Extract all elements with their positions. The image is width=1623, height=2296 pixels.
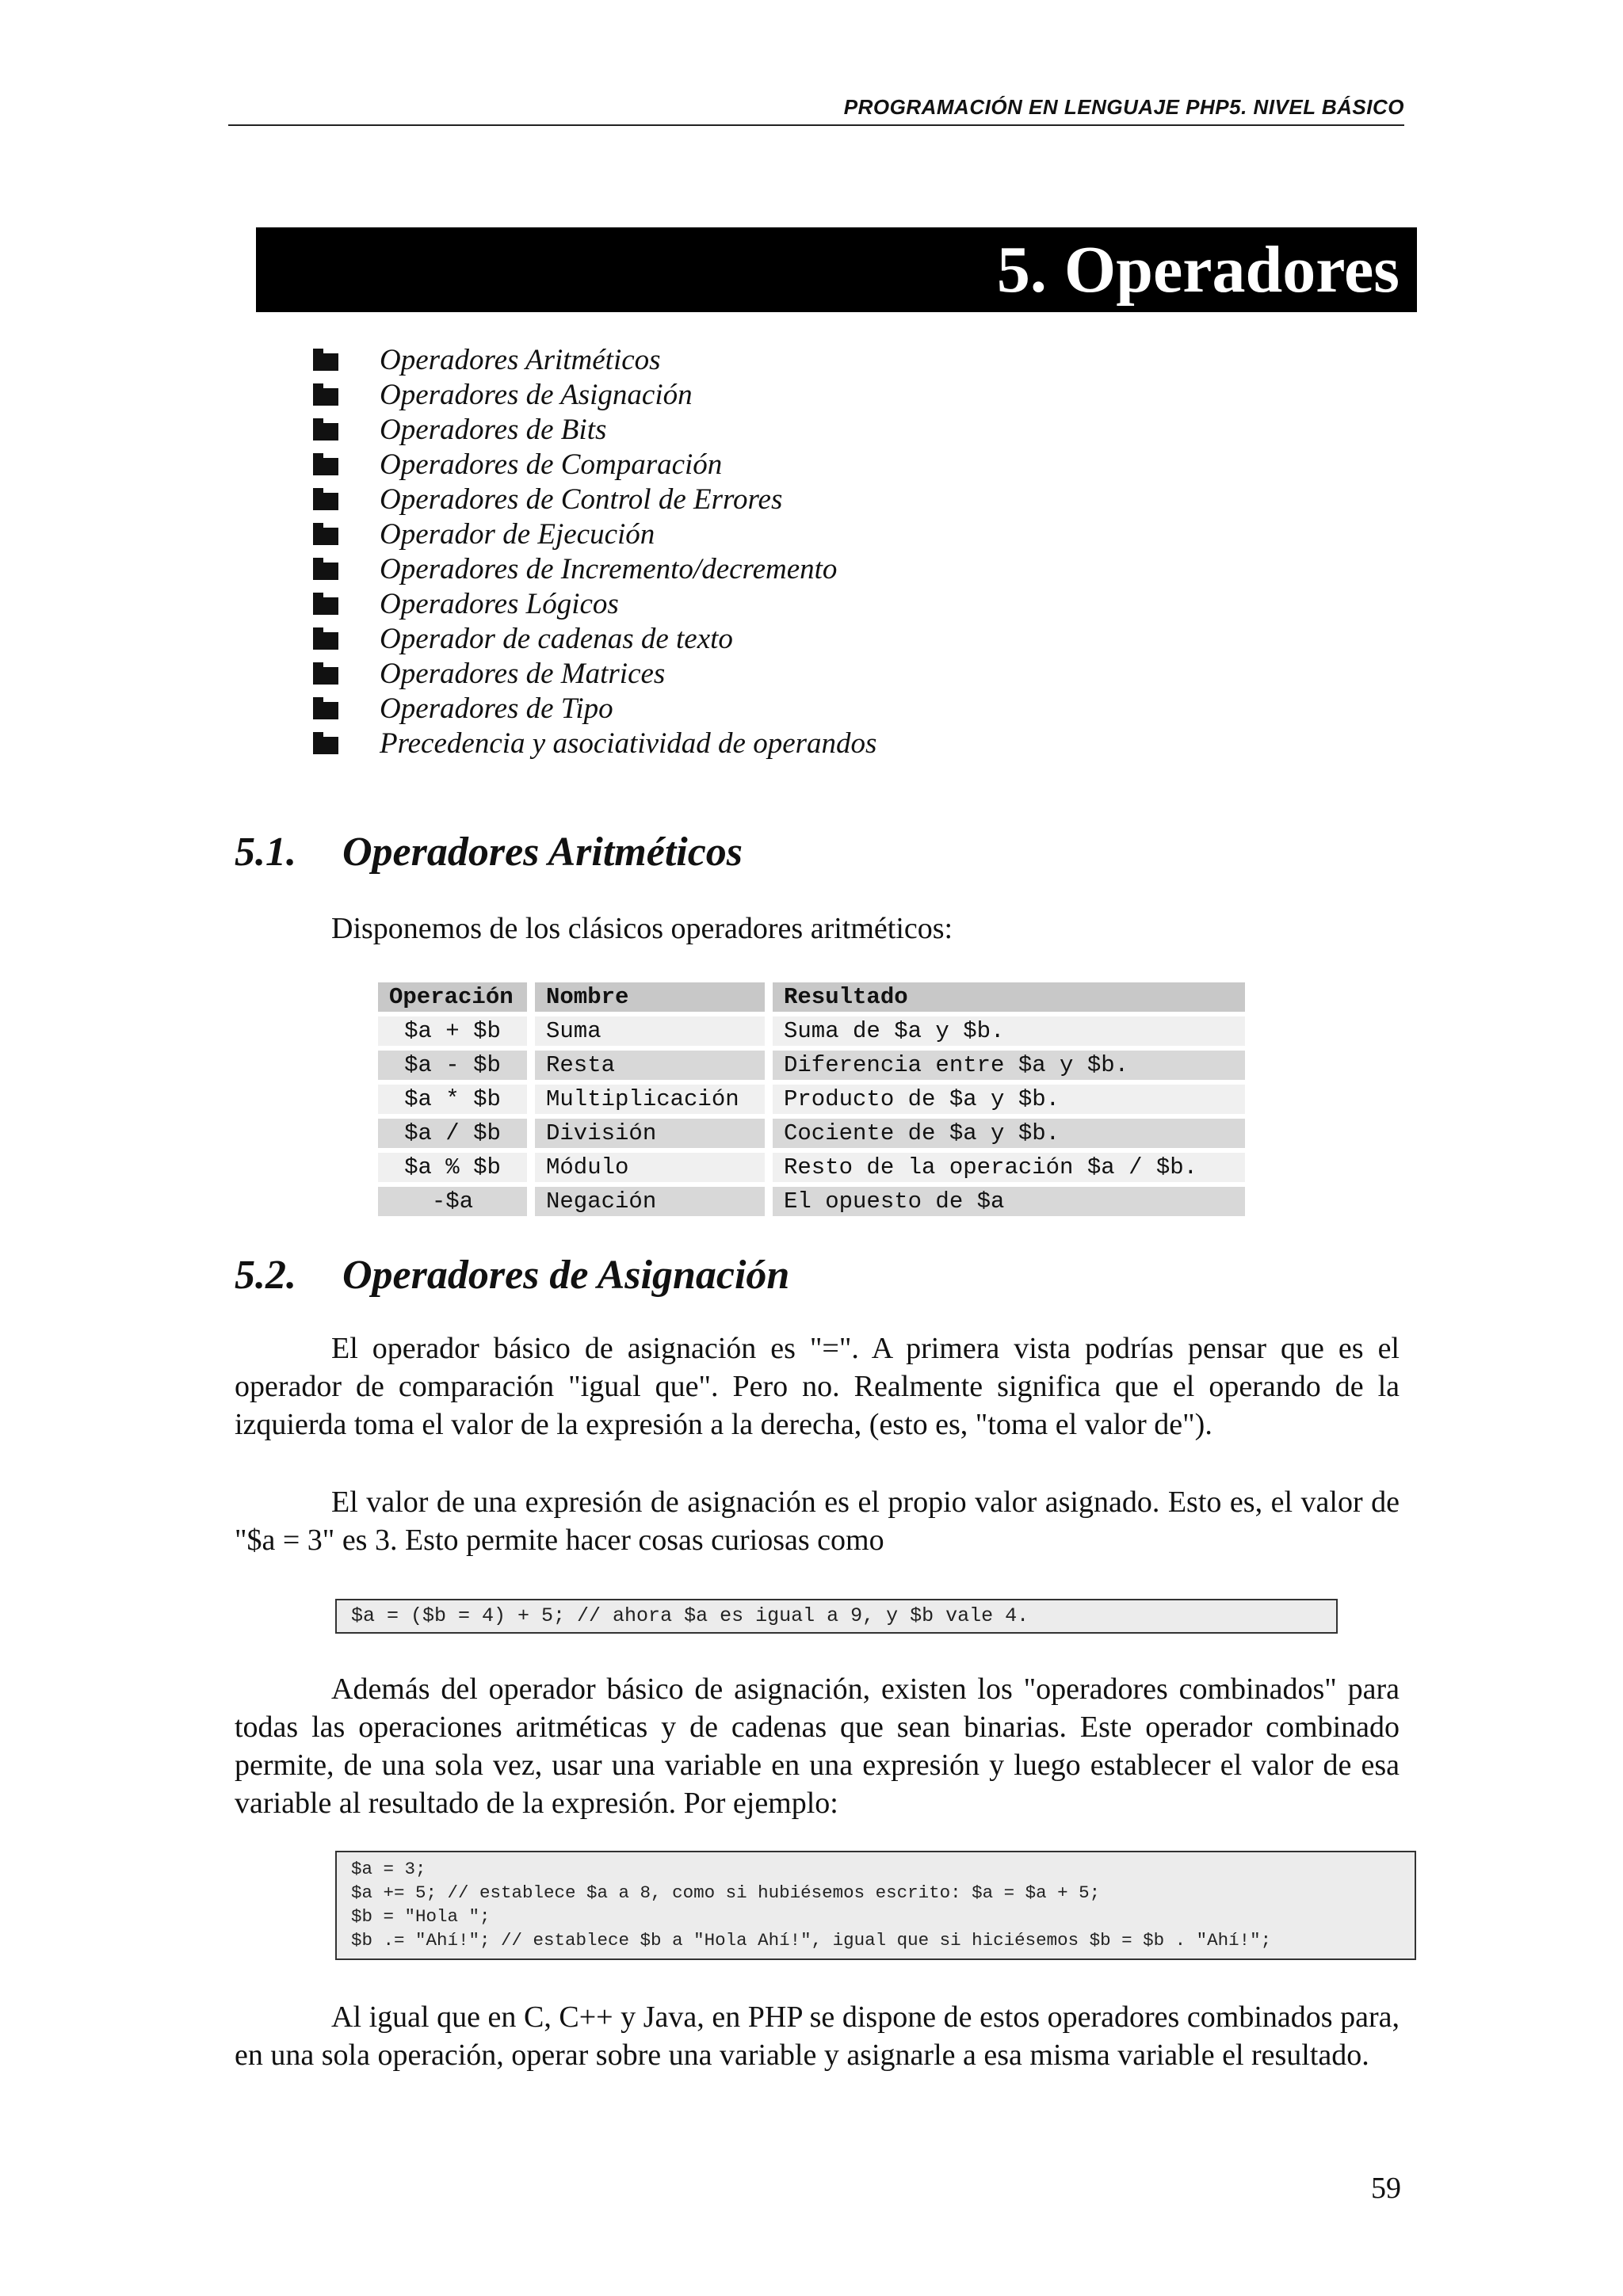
table-header: Nombre	[535, 982, 765, 1012]
table-header: Resultado	[773, 982, 1245, 1012]
toc-item: Operadores Aritméticos	[313, 343, 876, 378]
paragraph: El operador básico de asignación es "=". A primera vista podrías pensar que es el operador de comparación "igual que". Pero no. Realmente significa que el operando de la izquierda toma el valor de la expresión a la derecha, (esto es, "toma el valor de").	[235, 1332, 1400, 1441]
section-heading-5-2: 5.2. Operadores de Asignación	[235, 1253, 790, 1298]
running-header: PROGRAMACIÓN EN LENGUAJE PHP5. NIVEL BÁSICO	[228, 95, 1404, 126]
section-intro: Disponemos de los clásicos operadores aritméticos:	[331, 912, 953, 945]
folder-icon	[313, 353, 338, 371]
table-header: Operación	[378, 982, 527, 1012]
folder-icon	[313, 493, 338, 510]
code-example: $a = ($b = 4) + 5; // ahora $a es igual a 9, y $b vale 4.	[335, 1599, 1338, 1634]
paragraph: Además del operador básico de asignación, existen los "operadores combinados" para todas las operaciones aritméticas y de cadenas que sean binarias. Este operador combinado permite, de una sola vez, usar una variable en una expresión y luego establecer el valor de esa variable al resultado de la expresión. Por ejemplo:	[235, 1672, 1400, 1820]
table-row: $a / $b División Cociente de $a y $b.	[378, 1119, 1245, 1148]
table-row: $a % $b Módulo Resto de la operación $a / $b.	[378, 1153, 1245, 1182]
folder-icon	[313, 563, 338, 580]
toc-item: Operadores de Asignación	[313, 378, 876, 413]
toc-item: Operadores Lógicos	[313, 587, 876, 622]
paragraph: El valor de una expresión de asignación es el propio valor asignado. Esto es, el valor de "$a = 3" es 3. Esto permite hacer cosas curiosas como	[235, 1486, 1400, 1557]
table-row: -$a Negación El opuesto de $a	[378, 1187, 1245, 1216]
section-heading-5-1: 5.1. Operadores Aritméticos	[235, 830, 743, 875]
folder-icon	[313, 667, 338, 685]
chapter-title: Operadores	[1064, 233, 1400, 307]
toc-item: Operador de Ejecución	[313, 517, 876, 552]
folder-icon	[313, 632, 338, 650]
folder-icon	[313, 388, 338, 406]
folder-icon	[313, 737, 338, 754]
table-row: $a - $b Resta Diferencia entre $a y $b.	[378, 1051, 1245, 1080]
toc-item: Operadores de Control de Errores	[313, 482, 876, 517]
chapter-number: 5.	[996, 233, 1047, 307]
toc-item: Operadores de Bits	[313, 413, 876, 448]
arithmetic-operators-table	[370, 978, 1253, 1221]
code-example: $a = 3; $a += 5; // establece $a a 8, como si hubiésemos escrito: $a = $a + 5; $b = "Hola "; $b .= "Ahí!"; // establece $b a "Hola Ahí!", igual que si hiciésemos $b = $b . "Ahí!";	[335, 1851, 1416, 1960]
paragraph: Al igual que en C, C++ y Java, en PHP se dispone de estos operadores combinados para, en una sola operación, operar sobre una variable y asignarle a esa misma variable el resultado.	[235, 2000, 1400, 2072]
folder-icon	[313, 528, 338, 545]
folder-icon	[313, 702, 338, 719]
toc-item: Operadores de Tipo	[313, 692, 876, 727]
table-row: $a * $b Multiplicación Producto de $a y $b.	[378, 1085, 1245, 1114]
toc-item: Operadores de Comparación	[313, 448, 876, 482]
table-row: $a + $b Suma Suma de $a y $b.	[378, 1016, 1245, 1046]
chapter-toc	[313, 343, 876, 761]
folder-icon	[313, 423, 338, 441]
toc-item: Operadores de Matrices	[313, 657, 876, 692]
toc-item: Precedencia y asociatividad de operandos	[313, 727, 876, 761]
folder-icon	[313, 597, 338, 615]
chapter-title-band	[256, 227, 1417, 312]
toc-item: Operador de cadenas de texto	[313, 622, 876, 657]
toc-item: Operadores de Incremento/decremento	[313, 552, 876, 587]
page-number: 59	[1371, 2172, 1401, 2205]
folder-icon	[313, 458, 338, 475]
